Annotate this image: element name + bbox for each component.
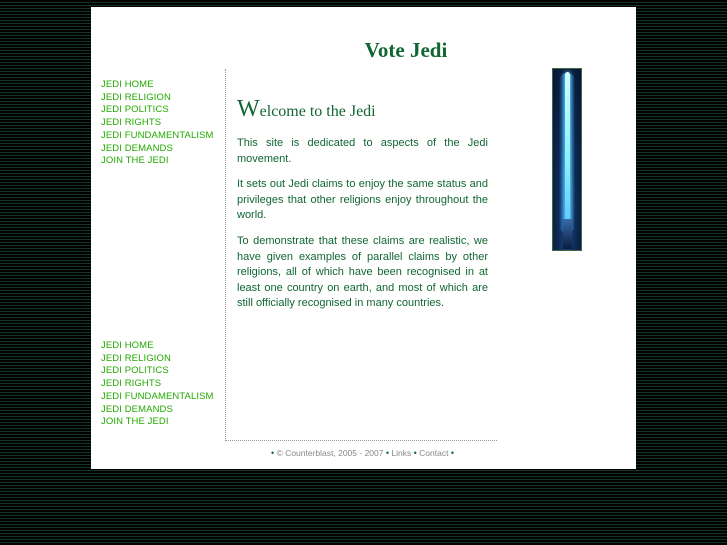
footer-link-contact[interactable]: Contact (419, 448, 449, 458)
lightsaber-hilt (563, 219, 572, 249)
footer-link-links[interactable]: Links (391, 448, 412, 458)
nav-link-jedi-religion[interactable]: JEDI RELIGION (101, 352, 171, 364)
nav-link-join-the-jedi[interactable]: JOIN THE JEDI (101, 416, 169, 428)
page-container (91, 7, 636, 469)
bullet-icon: • (450, 448, 454, 458)
welcome-heading-rest: elcome to the Jedi (259, 103, 376, 120)
nav-item (101, 353, 214, 366)
nav-item (101, 104, 214, 117)
nav-link-jedi-rights[interactable]: JEDI RIGHTS (101, 117, 162, 129)
nav-link-jedi-fundamentalism[interactable]: JEDI FUNDAMENTALISM (101, 129, 214, 141)
nav-link-jedi-religion[interactable]: JEDI RELIGION (101, 91, 171, 103)
vertical-divider (225, 69, 226, 441)
nav-item (101, 155, 214, 168)
intro-paragraph-1: This site is dedicated to aspects of the Jedi movement. (237, 137, 488, 165)
nav-link-jedi-rights[interactable]: JEDI RIGHTS (101, 378, 162, 390)
nav-link-jedi-fundamentalism[interactable]: JEDI FUNDAMENTALISM (101, 390, 214, 402)
nav-menu-top (101, 79, 214, 168)
nav-item (101, 404, 214, 417)
nav-item (101, 378, 214, 391)
bullet-icon: • (413, 448, 417, 458)
nav-link-jedi-politics[interactable]: JEDI POLITICS (101, 104, 169, 116)
footer (90, 448, 635, 458)
nav-link-jedi-home[interactable]: JEDI HOME (101, 79, 154, 90)
welcome-heading-initial: W (237, 96, 260, 122)
nav-item (101, 143, 214, 156)
intro-paragraph-3: To demonstrate that these claims are realistic, we have given examples of parallel claims by other religions, all of which have been recognised in at least one country on earth, and most of which are still officially recognised in many countries. (237, 234, 488, 310)
welcome-heading (237, 98, 488, 123)
nav-link-jedi-politics[interactable]: JEDI POLITICS (101, 365, 169, 377)
nav-menu-bottom (101, 340, 214, 429)
nav-link-jedi-demands[interactable]: JEDI DEMANDS (101, 142, 173, 154)
bullet-icon: • (385, 448, 390, 458)
nav-item (101, 391, 214, 404)
copyright-text: © Counterblast, 2005 - 2007 (276, 448, 384, 458)
nav-item (101, 117, 214, 130)
main-content (237, 98, 488, 322)
site-title: Vote Jedi (364, 38, 448, 62)
nav-item (101, 92, 214, 105)
nav-item (101, 340, 214, 353)
nav-link-jedi-home[interactable]: JEDI HOME (101, 340, 154, 351)
nav-item (101, 79, 214, 92)
horizontal-divider (225, 440, 497, 441)
nav-item (101, 416, 214, 429)
lightsaber-image (552, 68, 582, 251)
nav-item (101, 130, 214, 143)
nav-link-join-the-jedi[interactable]: JOIN THE JEDI (101, 155, 169, 167)
intro-paragraph-2: It sets out Jedi claims to enjoy the same status and privileges that other religions enjoy throughout the world. (237, 178, 488, 222)
nav-item (101, 365, 214, 378)
bullet-icon: • (271, 448, 275, 458)
lightsaber-blade (565, 72, 570, 222)
nav-link-jedi-demands[interactable]: JEDI DEMANDS (101, 403, 173, 415)
